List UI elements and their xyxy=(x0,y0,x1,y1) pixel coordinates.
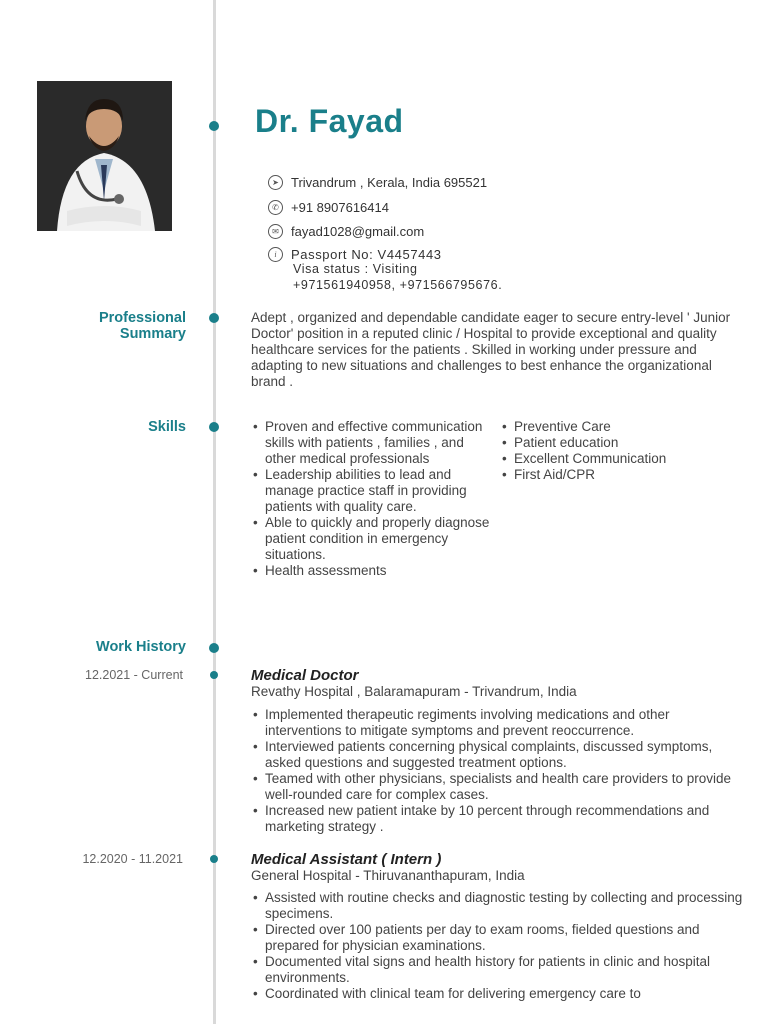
timeline-line xyxy=(213,0,216,1024)
job-bullet: • Teamed with other physicians, specialists and health care providers to provide well-rounded care for complex cases. xyxy=(251,771,746,803)
skill-item: • Patient education xyxy=(500,435,740,451)
job-1-org: Revathy Hospital , Balaramapuram - Trivandrum, India xyxy=(251,684,577,699)
skill-item: • Proven and effective communication skills with patients , families , and other medical professionals xyxy=(251,419,491,467)
job-bullet: • Assisted with routine checks and diagnostic testing by collecting and processing specimens. xyxy=(251,890,746,922)
summary-heading-line1: Professional xyxy=(98,310,186,326)
summary-heading xyxy=(99,310,186,342)
summary-heading-line2: Summary xyxy=(119,326,186,342)
timeline-dot-name xyxy=(209,121,219,131)
timeline-dot-skills xyxy=(209,422,219,432)
passport-text: Passport No: V4457443 xyxy=(291,247,442,263)
skill-item: • Preventive Care xyxy=(500,419,740,435)
timeline-dot-job-2 xyxy=(210,855,218,863)
job-bullet: • Coordinated with clinical team for delivering emergency care to xyxy=(251,986,746,1002)
email-text: fayad1028@gmail.com xyxy=(291,224,425,240)
job-bullet: • Interviewed patients concerning physical complaints, discussed symptoms, asked questions and suggested treatment options. xyxy=(251,739,746,771)
skill-item: • Able to quickly and properly diagnose patient condition in emergency situations. xyxy=(251,515,491,563)
passport-row xyxy=(268,246,442,262)
job-bullet: • Implemented therapeutic regiments involving medications and other interventions to mitigate symptoms and prevent reoccurrence. xyxy=(251,707,746,739)
timeline-dot-work xyxy=(209,643,219,653)
skill-item: • Leadership abilities to lead and manage practice staff in providing patients with quality care. xyxy=(251,467,491,515)
job-1-bullets xyxy=(251,707,746,835)
phone-icon: ✆ xyxy=(268,200,283,215)
job-bullet: • Increased new patient intake by 10 percent through recommendations and marketing strategy . xyxy=(251,803,746,835)
skill-item: • First Aid/CPR xyxy=(500,467,740,483)
address-text: Trivandrum , Kerala, India 695521 xyxy=(291,175,488,191)
summary-text: Adept , organized and dependable candidate eager to secure entry-level ' Junior Doctor' position in a reputed clinic / Hospital to provide exceptional and quality healthcare services for the patients . Skilled in working under pressure and adapting to new situations and challenges to best enhance the organizational brand . xyxy=(251,310,731,389)
location-arrow-icon: ➤ xyxy=(268,175,283,190)
job-1-dates: 12.2021 - Current xyxy=(85,668,183,682)
address-row xyxy=(268,174,487,190)
profile-photo xyxy=(37,81,172,231)
email-row xyxy=(268,223,424,239)
candidate-name: Dr. Fayad xyxy=(255,103,404,139)
work-heading: Work History xyxy=(96,639,186,655)
skills-heading: Skills xyxy=(148,419,186,435)
job-bullet: • Directed over 100 patients per day to exam rooms, fielded questions and prepared for physician examinations. xyxy=(251,922,746,954)
skills-right-column xyxy=(500,419,740,483)
job-bullet: • Documented vital signs and health history for patients in clinic and hospital environments. xyxy=(251,954,746,986)
doctor-portrait-image xyxy=(37,81,172,231)
visa-phones: +971561940958, +971566795676. xyxy=(293,278,503,292)
job-2-dates: 12.2020 - 11.2021 xyxy=(82,852,183,866)
skills-left-column xyxy=(251,419,491,579)
visa-status: Visa status : Visiting xyxy=(293,262,418,276)
phone-text: +91 8907616414 xyxy=(291,200,389,216)
job-2-org: General Hospital - Thiruvananthapuram, India xyxy=(251,868,525,883)
info-icon: i xyxy=(268,247,283,262)
skill-item: • Health assessments xyxy=(251,563,491,579)
job-1-title: Medical Doctor xyxy=(251,667,359,684)
job-2-title: Medical Assistant ( Intern ) xyxy=(251,851,442,868)
timeline-dot-summary xyxy=(209,313,219,323)
skill-item: • Excellent Communication xyxy=(500,451,740,467)
job-2-bullets xyxy=(251,890,746,1002)
phone-row xyxy=(268,199,389,215)
email-icon: ✉ xyxy=(268,224,283,239)
timeline-dot-job-1 xyxy=(210,671,218,679)
